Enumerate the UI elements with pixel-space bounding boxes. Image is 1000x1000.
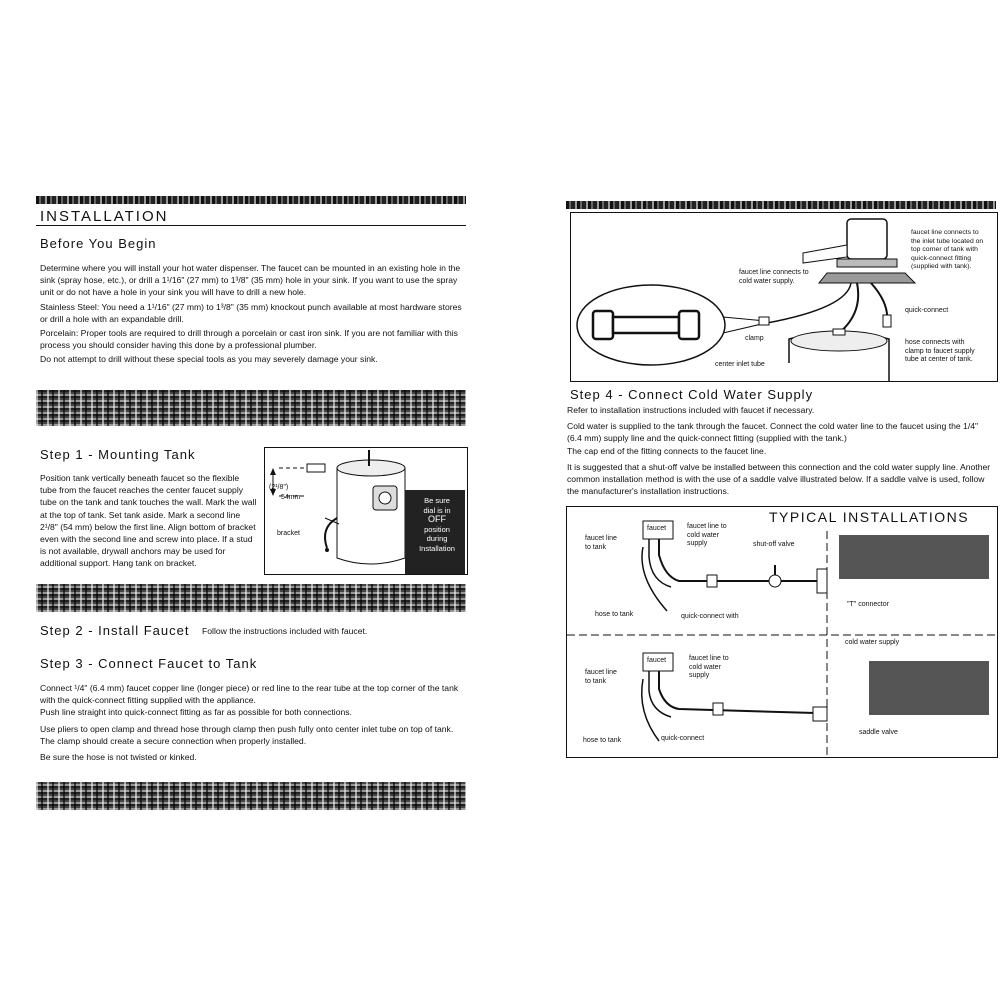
a-faucet-line-cold-3: supply [687, 540, 708, 547]
label-faucet-line-tank-5: (supplied with tank). [911, 263, 972, 270]
label-faucet-line-cold-2: cold water supply. [739, 277, 795, 285]
a-faucet-line-tank-2: to tank [585, 543, 607, 551]
scan-noise-band-1 [36, 390, 466, 426]
a-hose-label: hose to tank [595, 611, 634, 618]
left-header-bar [36, 196, 466, 204]
before-paragraph-3: Porcelain: Proper tools are required to drill through a porcelain or cast iron sink. If you are not familiar with this process you should consider having this done by a professional plumber. [40, 328, 458, 351]
b-faucet-label: faucet [647, 657, 667, 664]
label-faucet-line-tank-4: quick-connect fitting [911, 254, 972, 262]
label-hose-1: hose connects with [905, 339, 965, 346]
note-line-4: position [424, 524, 450, 534]
a-t-connector-label: "T" connector [847, 601, 889, 608]
b-faucet-line-cold-3: supply [689, 672, 710, 679]
step1-heading: Step 1 - Mounting Tank [40, 447, 196, 462]
scan-noise-band-2 [36, 584, 466, 612]
b-quick-label: quick-connect [661, 735, 705, 742]
step2-heading: Step 2 - Install Faucet [40, 623, 190, 638]
dim-label-mm: 54mm [281, 494, 301, 501]
b-faucet-line-cold-1: faucet line to [689, 655, 729, 662]
step3-text [40, 682, 466, 763]
note-line-1: Be sure [424, 496, 450, 505]
off-position-note [411, 496, 463, 553]
a-faucet-line-tank-1: faucet line [585, 535, 617, 542]
step4-heading: Step 4 - Connect Cold Water Supply [570, 387, 814, 402]
before-you-begin-heading: Before You Begin [40, 236, 157, 251]
a-faucet-line-tank [585, 535, 617, 552]
step3-paragraph-4: Be sure the hose is not twisted or kinked. [40, 752, 197, 763]
connection-figure [570, 212, 998, 382]
b-saddle-label: saddle valve [859, 729, 898, 736]
b-hose-label: hose to tank [583, 737, 622, 744]
step3-paragraph-1: Connect ¹/4" (6.4 mm) faucet copper line (longer piece) or red line to the rear tube at the top corner of the tank with the quick-connect fitting supplied with the appliance. [40, 683, 459, 706]
step4-paragraph-2: Cold water is supplied to the tank through the faucet. Connect the cold water line to the faucet using the 1/4" (6.4 mm) supply line and the quick-connect fitting (supplied with the tank.) [567, 421, 979, 444]
label-clamp: clamp [745, 335, 764, 342]
step4-paragraph-4: It is suggested that a shut-off valve be installed between this connection and the cold water supply line. Another common installation method is with the use of a saddle valve illustrated below. If a saddle valve is used, follow the manufacturer's installation instructions. [567, 461, 991, 497]
mounting-tank-figure [264, 447, 468, 575]
before-you-begin-text [40, 262, 466, 366]
a-faucet-label: faucet [647, 525, 667, 532]
label-faucet-line-cold-1: faucet line connects to [739, 269, 809, 276]
a-cold-label: cold water supply [845, 639, 900, 646]
note-line-3: OFF [428, 514, 446, 524]
a-faucet-line-cold [687, 523, 727, 549]
step4-text [567, 404, 995, 497]
label-faucet-line-tank-2: the inlet tube located on [911, 237, 984, 245]
scan-noise-band-3 [36, 782, 466, 810]
step3-heading: Step 3 - Connect Faucet to Tank [40, 656, 258, 671]
before-paragraph-2: Stainless Steel: You need a 1¹/16" (27 mm) to 1³/8" (35 mm) knockout punch available at most hardware stores or drill a hole with an expandable drill. [40, 301, 462, 324]
a-shutoff-label: shut-off valve [753, 541, 795, 548]
a-faucet-line-cold-1: faucet line to [687, 523, 727, 530]
label-faucet-line-tank-1: faucet line connects to [911, 229, 979, 236]
b-faucet-line-cold-2: cold water [689, 663, 721, 671]
before-paragraph-1: Determine where you will install your hot water dispenser. The faucet can be mounted in an existing hole in the sink (spray hose, etc.), or drill a 1¹/16" (27 mm) to 1³/8" (35 mm) hole in your sink. If you want to use the spray unit or do not have a hole in your sink you will have to drill a new hole. [40, 263, 461, 298]
b-faucet-line-tank-1: faucet line [585, 669, 617, 676]
bracket-label: bracket [277, 530, 300, 537]
b-faucet-line-tank [585, 669, 617, 686]
step2-text: Follow the instructions included with faucet. [202, 626, 368, 636]
b-faucet-line-tank-2: to tank [585, 677, 607, 685]
step4-paragraph-3: The cap end of the fitting connects to the faucet line. [567, 445, 767, 456]
typical-installations-title: TYPICAL INSTALLATIONS [769, 509, 970, 525]
label-hose-2: clamp to faucet supply [905, 347, 975, 355]
before-paragraph-4: Do not attempt to drill without these special tools as you may severely damage your sink. [40, 354, 378, 365]
typical-installations-box [566, 506, 998, 758]
right-header-bar [566, 201, 996, 209]
a-faucet-line-cold-2: cold water [687, 531, 719, 539]
label-center-inlet: center inlet tube [715, 361, 765, 368]
note-line-2: dial is in [423, 505, 451, 515]
dim-label-inches: (2¹/8") [269, 484, 289, 491]
label-quick-connect: quick-connect [905, 307, 949, 314]
step3-paragraph-2: Push line straight into quick-connect fitting as far as possible for both connections. [40, 707, 352, 718]
label-faucet-line-tank-3: top corner of tank with [911, 246, 978, 253]
left-header-rule [36, 225, 466, 226]
note-line-5: during [426, 534, 448, 543]
label-faucet-line-tank [911, 229, 983, 272]
installation-title: INSTALLATION [40, 208, 169, 225]
step3-paragraph-3: Use pliers to open clamp and thread hose through clamp then push fully onto center inlet tube on top of tank. The clamp should create a secure connection when properly installed. [40, 723, 454, 746]
label-hose-3: tube at center of tank. [905, 356, 973, 363]
label-faucet-line-cold [739, 269, 809, 286]
note-line-6: Installation [419, 543, 455, 553]
b-faucet-line-cold [689, 655, 729, 681]
label-hose [905, 339, 975, 365]
step1-text: Position tank vertically beneath faucet so the flexible tube from the faucet reaches the center faucet supply tube on the tank and tank touches the wall. Mark the wall at the top of tank. Set tank aside. Mark a second line 2¹/8" (54 mm) below the first line. Align bottom of bracket even with the second line and screw into place. If a stud is not available, drywall anchors may be used for additional support. Hang tank on bracket. [40, 473, 257, 569]
step4-paragraph-1: Refer to installation instructions included with faucet if necessary. [567, 405, 815, 415]
a-quick-label: quick-connect with [681, 613, 739, 620]
